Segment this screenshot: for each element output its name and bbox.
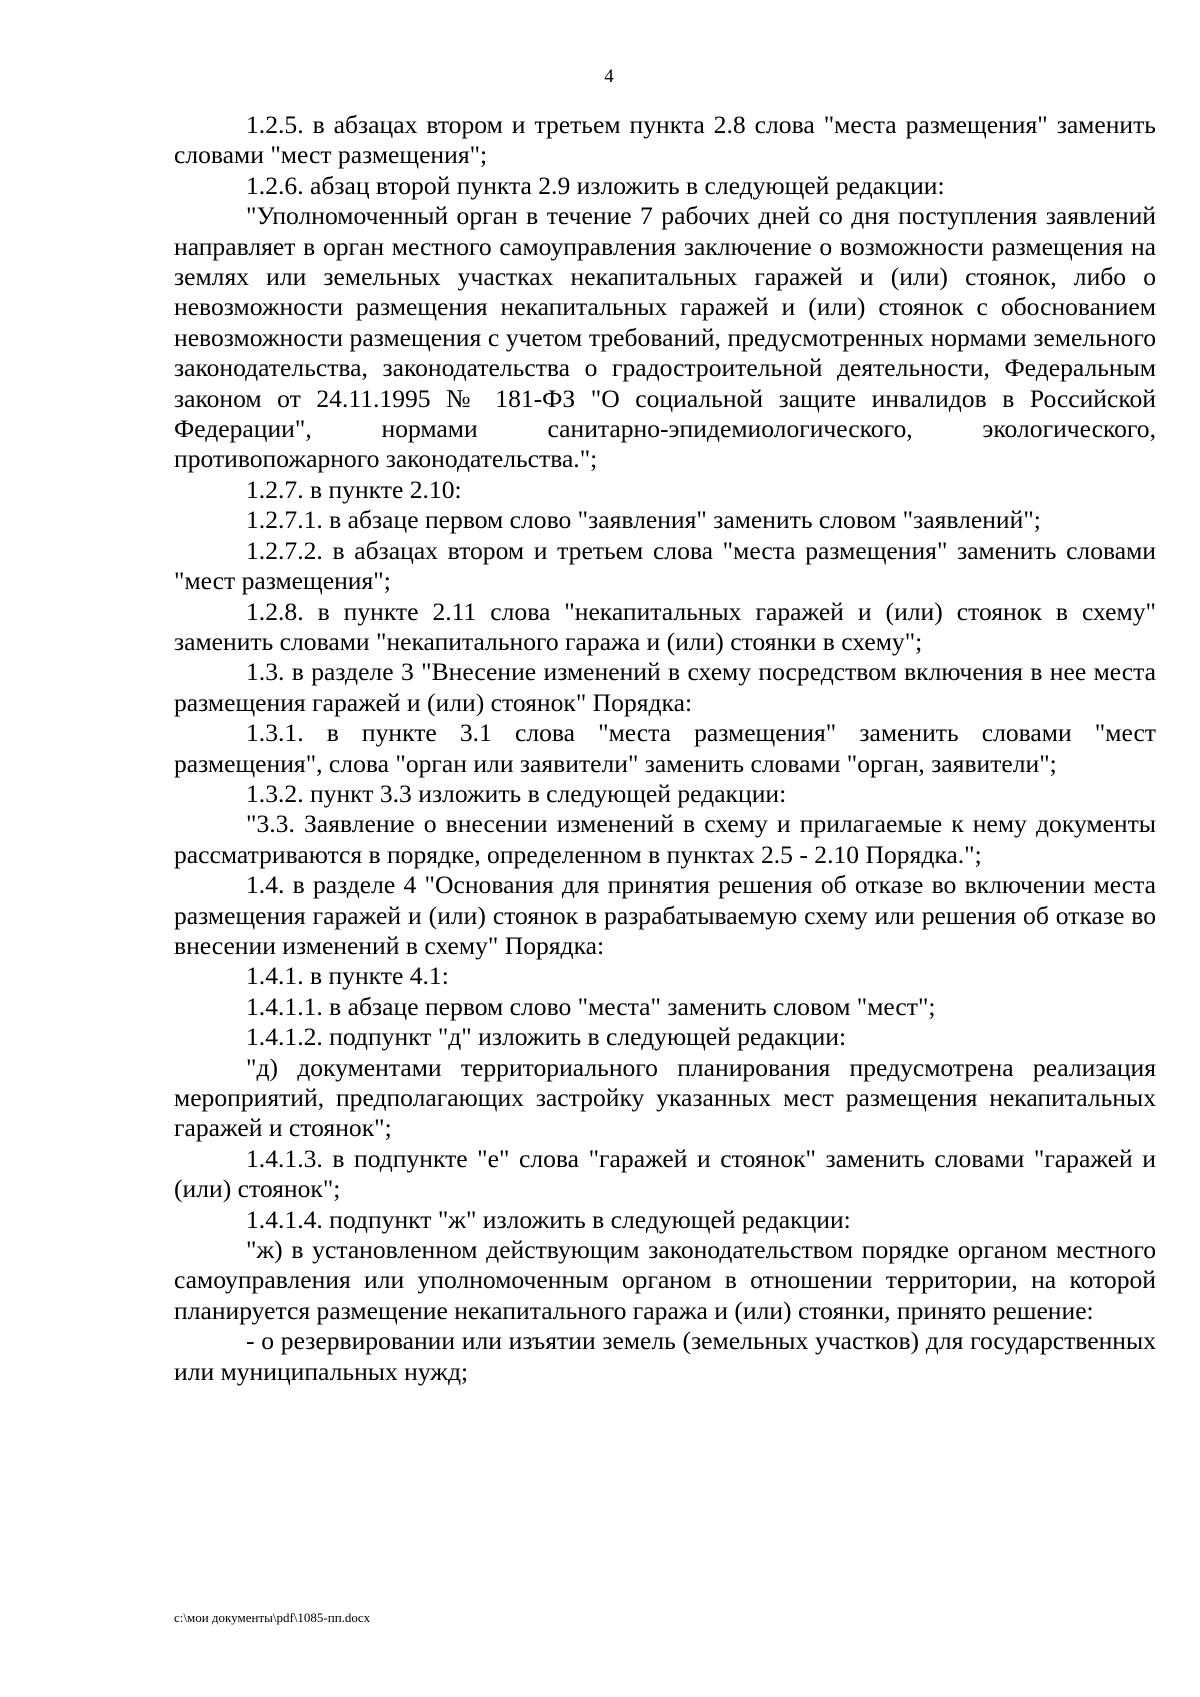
paragraph: 1.3.1. в пункте 3.1 слова "места размещения" заменить словами "мест размещения", слова "орган или заявители" заменить словами "орган, заявители"; — [174, 718, 1156, 778]
paragraph: 1.4.1.4. подпункт "ж" изложить в следующей редакции: — [246, 1204, 851, 1234]
paragraph: "ж) в установленном действующим законодательством порядке органом местного самоуправления или уполномоченным органом в отношении территории, на которой планируется размещение некапитального гаража и (или) стоянки, принято решение: — [174, 1235, 1156, 1325]
paragraph: 1.2.6. абзац второй пункта 2.9 изложить в следующей редакции: — [246, 170, 945, 200]
document-body — [174, 110, 1156, 1387]
paragraph: 1.2.7.2. в абзацах втором и третьем слова "места размещения" заменить словами "мест размещения"; — [174, 535, 1156, 596]
paragraph: 1.4.1.3. в подпункте "е" слова "гаражей и стоянок" заменить словами "гаражей и (или) стоянок"; — [174, 1143, 1156, 1204]
paragraph: "Уполномоченный орган в течение 7 рабочих дней со дня поступления заявлений направляет в орган местного самоуправления заключение о возможности размещения на землях или земельных участках некапитальных гаражей и (или) стоянок, либо о невозможности размещения некапитальных гаражей и (или) стоянок с обоснованием невозможности размещения с учетом требований, предусмотренных нормами земельного законодательства, законодательства о градостроительной деятельности, Федеральным законом от 24.11.1995 № 181-ФЗ "О социальной защите инвалидов в Российской Федерации", нормами санитарно-эпидемиологического, экологического, противопожарного законодательства."; — [174, 201, 1156, 474]
paragraph: 1.3.2. пункт 3.3 изложить в следующей редакции: — [246, 778, 787, 808]
paragraph: 1.2.8. в пункте 2.11 слова "некапитальных гаражей и (или) стоянок в схему" заменить словами "некапитального гаража и (или) стоянки в схему"; — [174, 596, 1156, 656]
paragraph: "3.3. Заявление о внесении изменений в схему и прилагаемые к нему документы рассматриваются в порядке, определенном в пунктах 2.5 - 2.10 Порядка."; — [174, 809, 1156, 869]
paragraph: 1.4.1. в пункте 4.1: — [246, 961, 449, 991]
paragraph: 1.4.1.1. в абзаце первом слово "места" заменить словом "мест"; — [246, 991, 936, 1021]
paragraph: 1.3. в разделе 3 "Внесение изменений в схему посредством включения в нее места размещения гаражей и (или) стоянок" Порядка: — [174, 657, 1156, 717]
footer-file-path: c:\мои документы\pdf\1085-пп.docx — [174, 1610, 371, 1625]
paragraph: "д) документами территориального планирования предусмотрена реализация мероприятий, предполагающих застройку указанных мест размещения некапитальных гаражей и стоянок"; — [174, 1052, 1156, 1143]
paragraph: 1.2.7. в пункте 2.10: — [246, 474, 462, 504]
paragraph: 1.2.5. в абзацах втором и третьем пункта 2.8 слова "места размещения" заменить словами "мест размещения"; — [174, 110, 1156, 170]
paragraph: 1.4. в разделе 4 "Основания для принятия решения об отказе во включении места размещения гаражей и (или) стоянок в разрабатываемую схему или решения об отказе во внесении изменений в схему" Порядка: — [174, 870, 1156, 960]
paragraph: 1.4.1.2. подпункт "д" изложить в следующей редакции: — [246, 1022, 847, 1052]
paragraph: 1.2.7.1. в абзаце первом слово "заявления" заменить словом "заявлений"; — [246, 505, 1041, 535]
paragraph: - о резервировании или изъятии земель (земельных участков) для государственных или муниципальных нужд; — [174, 1326, 1156, 1386]
page-number: 4 — [604, 66, 614, 87]
